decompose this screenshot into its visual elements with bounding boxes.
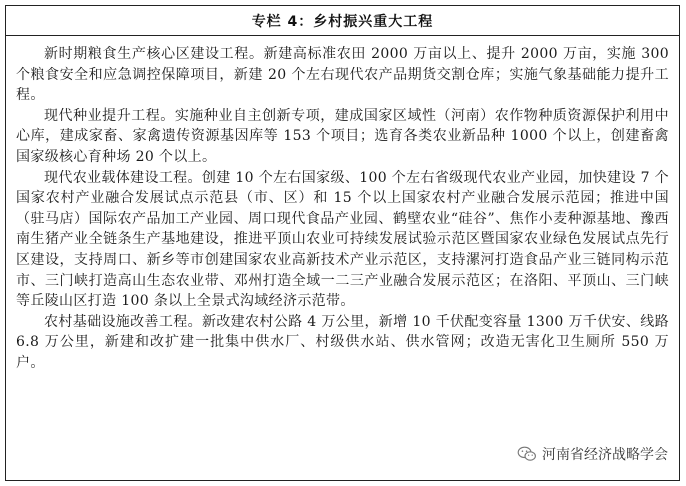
paragraph-rural-infrastructure: 农村基础设施改善工程。新改建农村公路 4 万公里，新增 10 千伏配变容量 1300 万千伏安、线路 6.8 万公里，新建和改扩建一批集中供水厂、村级供水站、供水管网；改造无害化卫生厕所 550 万户。 [16,313,669,371]
box-content [6,36,679,374]
watermark [515,444,670,464]
feature-box [5,5,680,481]
box-title: 专栏 4：乡村振兴重大工程 [6,6,679,36]
paragraph-seed-industry: 现代种业提升工程。实施种业自主创新专项，建成国家区域性（河南）农作物种质资源保护利用中心库，建成家畜、家禽遗传资源基因库等 153 个项目；选育各类农业新品种 1000 个以上，创建畜禽国家级核心育种场 20 个以上。 [16,107,669,165]
wechat-icon [517,446,537,462]
paragraph-grain-production: 新时期粮食生产核心区建设工程。新建高标准农田 2000 万亩以上、提升 2000 万亩，实施 300 个粮食安全和应急调控保障项目，新建 20 个左右现代农产品期货交割仓库；实施气象基础能力提升工程。 [16,46,669,104]
watermark-text: 河南省经济战略学会 [542,447,668,463]
paragraph-agricultural-carriers: 现代农业载体建设工程。创建 10 个左右国家级、100 个左右省级现代农业产业园，加快建设 7 个国家农村产业融合发展试点示范县（市、区）和 15 个以上国家农村产业融合发展示范园；推进中国（驻马店）国际农产品加工产业园、周口现代食品产业园、鹤壁农业“硅谷”、焦作小麦种源基地、豫西南生猪产业全链条生产基地建设，推进平顶山农业可持续发展试验示范区暨国家农业绿色发展试点先行区建设，支持周口、新乡等市创建国家农业高新技术产业示范区，支持漯河打造食品产业三链同构示范市、三门峡打造高山生态农业带、邓州打造全域一二三产业融合发展示范区；在洛阳、平顶山、三门峡等丘陵山区打造 100 条以上全景式沟域经济示范带。 [16,169,669,310]
